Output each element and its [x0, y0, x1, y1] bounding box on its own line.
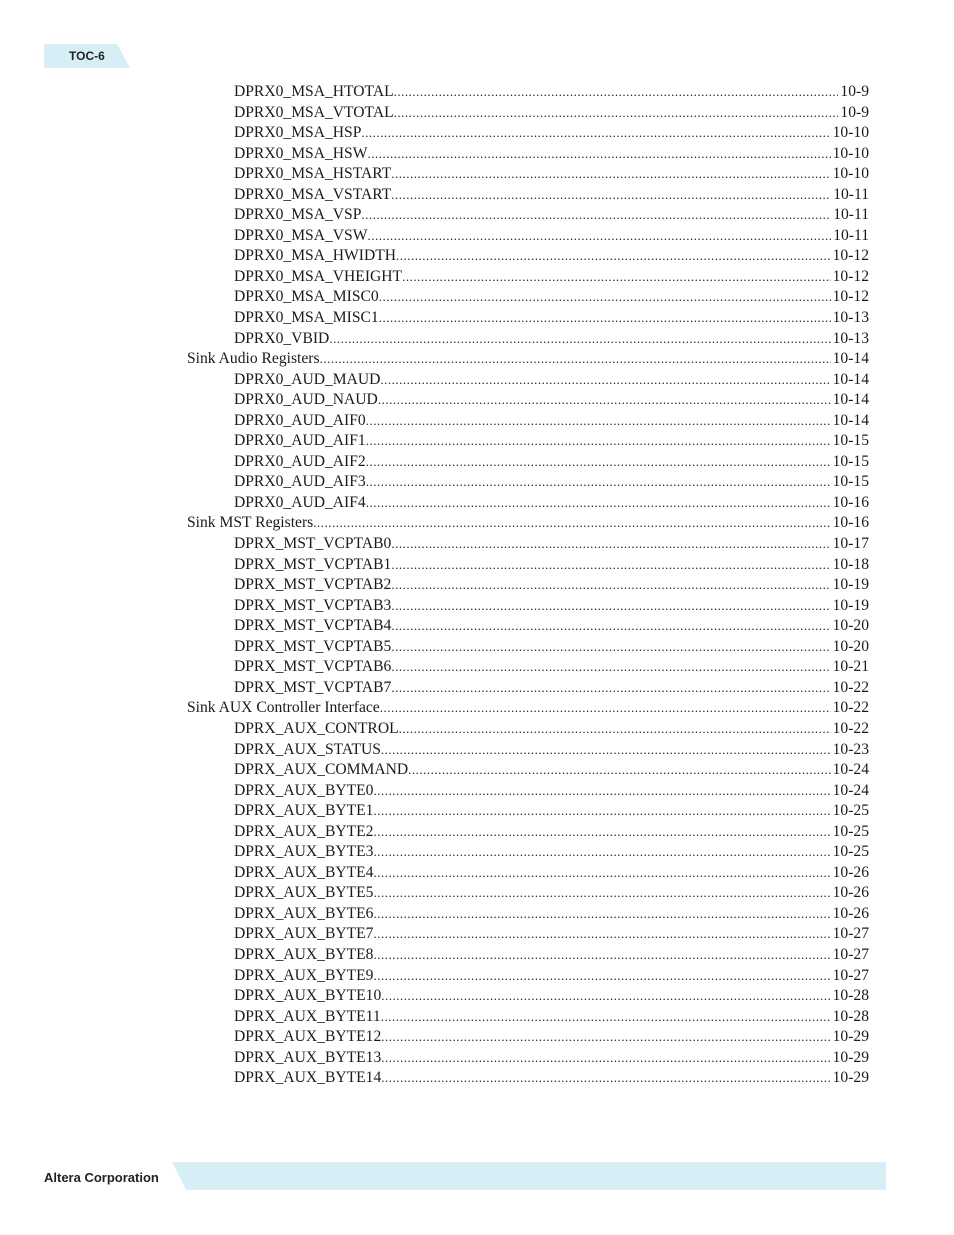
- toc-dot-leader: [366, 411, 831, 432]
- toc-entry-page: 10-14: [832, 391, 869, 409]
- toc-dot-leader: [391, 185, 831, 206]
- toc-entry-title: DPRX_AUX_BYTE0: [234, 781, 374, 799]
- toc-entry-page: 10-19: [832, 596, 869, 614]
- toc-entry[interactable]: [187, 144, 869, 165]
- toc-entry-title: DPRX0_AUD_AIF0: [234, 411, 366, 429]
- toc-entry-title: Sink AUX Controller Interface: [187, 699, 380, 717]
- toc-dot-leader: [373, 945, 830, 966]
- toc-entry[interactable]: [187, 390, 869, 411]
- toc-dot-leader: [402, 267, 831, 288]
- toc-page-label: TOC-6: [69, 49, 105, 63]
- toc-entry-page: 10-27: [832, 925, 869, 943]
- toc-entry-title: DPRX0_MSA_VSTART: [234, 185, 392, 203]
- toc-entry[interactable]: [187, 945, 869, 966]
- toc-entry[interactable]: [187, 781, 869, 802]
- toc-dot-leader: [381, 1027, 830, 1048]
- toc-entry[interactable]: [187, 349, 869, 370]
- toc-dot-leader: [367, 226, 831, 247]
- toc-dot-leader: [391, 678, 830, 699]
- toc-entry-title: DPRX_MST_VCPTAB2: [234, 576, 392, 594]
- toc-entry[interactable]: [187, 657, 869, 678]
- toc-dot-leader: [391, 575, 830, 596]
- toc-entry[interactable]: [187, 924, 869, 945]
- toc-entry[interactable]: [187, 123, 869, 144]
- toc-entry-title: DPRX0_VBID: [234, 329, 330, 347]
- toc-dot-leader: [366, 452, 831, 473]
- toc-entry[interactable]: [187, 308, 869, 329]
- toc-entry-page: 10-11: [833, 206, 869, 224]
- toc-entry[interactable]: [187, 822, 869, 843]
- toc-dot-leader: [380, 370, 830, 391]
- toc-entry-page: 10-13: [832, 329, 869, 347]
- toc-entry-page: 10-21: [832, 658, 869, 676]
- toc-entry-title: DPRX_MST_VCPTAB3: [234, 596, 392, 614]
- toc-dot-leader: [361, 123, 830, 144]
- toc-entry-page: 10-15: [832, 432, 869, 450]
- toc-dot-leader: [391, 164, 830, 185]
- toc-entry-page: 10-16: [832, 514, 869, 532]
- footer-company-name: Altera Corporation: [44, 1170, 159, 1185]
- toc-entry-title: DPRX0_MSA_HWIDTH: [234, 247, 397, 265]
- toc-entry[interactable]: [187, 205, 869, 226]
- toc-entry-title: DPRX0_AUD_AIF4: [234, 493, 366, 511]
- toc-dot-leader: [373, 924, 830, 945]
- toc-entry-title: DPRX_AUX_COMMAND: [234, 761, 409, 779]
- toc-entry-title: DPRX_AUX_BYTE2: [234, 822, 374, 840]
- toc-entry-title: DPRX0_MSA_HTOTAL: [234, 83, 394, 100]
- toc-entry-page: 10-28: [832, 1007, 869, 1025]
- toc-dot-leader: [379, 287, 831, 308]
- toc-list: [187, 82, 869, 1089]
- toc-entry-title: DPRX_AUX_BYTE12: [234, 1028, 382, 1046]
- toc-entry-title: DPRX0_AUD_MAUD: [234, 370, 381, 388]
- toc-dot-leader: [373, 781, 830, 802]
- toc-entry-page: 10-22: [832, 678, 869, 696]
- toc-entry-page: 10-18: [832, 555, 869, 573]
- toc-entry-title: Sink MST Registers: [187, 514, 314, 532]
- toc-entry[interactable]: [187, 534, 869, 555]
- toc-entry-title: DPRX_AUX_BYTE9: [234, 966, 374, 984]
- toc-entry[interactable]: [187, 863, 869, 884]
- toc-entry-title: DPRX_AUX_STATUS: [234, 740, 381, 758]
- toc-entry[interactable]: [187, 452, 869, 473]
- toc-dot-leader: [361, 205, 831, 226]
- toc-entry-page: 10-26: [832, 904, 869, 922]
- toc-entry-page: 10-19: [832, 576, 869, 594]
- toc-entry-page: 10-14: [832, 411, 869, 429]
- toc-dot-leader: [373, 883, 830, 904]
- toc-dot-leader: [381, 1007, 831, 1028]
- toc-entry[interactable]: [187, 616, 869, 637]
- toc-entry-page: 10-26: [832, 863, 869, 881]
- toc-entry[interactable]: [187, 698, 869, 719]
- toc-entry-page: 10-28: [832, 987, 869, 1005]
- toc-entry-title: DPRX_AUX_BYTE11: [234, 1007, 381, 1025]
- toc-entry-page: 10-15: [832, 452, 869, 470]
- toc-entry-title: DPRX0_AUD_AIF3: [234, 473, 366, 491]
- toc-dot-leader: [329, 329, 830, 350]
- toc-entry-page: 10-16: [832, 493, 869, 511]
- toc-entry[interactable]: [187, 904, 869, 925]
- footer-bar: [172, 1162, 886, 1190]
- toc-entry-title: DPRX_MST_VCPTAB7: [234, 678, 392, 696]
- toc-entry[interactable]: [187, 226, 869, 247]
- toc-dot-leader: [378, 390, 831, 411]
- toc-entry-page: 10-15: [832, 473, 869, 491]
- toc-entry-title: DPRX_AUX_BYTE4: [234, 863, 374, 881]
- toc-entry[interactable]: [187, 575, 869, 596]
- toc-dot-leader: [313, 513, 830, 534]
- toc-entry[interactable]: [187, 246, 869, 267]
- toc-entry-title: DPRX_AUX_BYTE14: [234, 1069, 382, 1087]
- toc-entry-title: DPRX0_MSA_HSTART: [234, 165, 392, 183]
- toc-dot-leader: [391, 637, 830, 658]
- toc-entry-title: DPRX0_AUD_AIF2: [234, 452, 366, 470]
- toc-entry-title: DPRX_AUX_BYTE8: [234, 945, 374, 963]
- toc-entry-page: 10-9: [840, 103, 869, 121]
- toc-entry[interactable]: [187, 82, 869, 103]
- toc-entry-page: 10-24: [832, 761, 869, 779]
- toc-dot-leader: [381, 1048, 830, 1069]
- toc-entry-title: DPRX_AUX_CONTROL: [234, 719, 399, 737]
- toc-dot-leader: [381, 986, 830, 1007]
- toc-entry-page: 10-20: [832, 637, 869, 655]
- toc-entry-page: 10-27: [832, 945, 869, 963]
- toc-entry-page: 10-22: [832, 699, 869, 717]
- toc-entry[interactable]: [187, 329, 869, 350]
- toc-entry-title: DPRX0_MSA_VSP: [234, 206, 362, 224]
- toc-entry-title: DPRX_MST_VCPTAB5: [234, 637, 392, 655]
- toc-entry-page: 10-10: [832, 124, 869, 142]
- toc-entry-page: 10-10: [832, 165, 869, 183]
- toc-dot-leader: [320, 349, 831, 370]
- toc-entry-title: DPRX0_AUD_NAUD: [234, 391, 378, 409]
- toc-dot-leader: [381, 1068, 830, 1089]
- toc-entry[interactable]: [187, 370, 869, 391]
- toc-page-tab: [44, 44, 130, 68]
- toc-dot-leader: [373, 966, 830, 987]
- toc-entry[interactable]: [187, 287, 869, 308]
- toc-entry-page: 10-12: [832, 267, 869, 285]
- toc-dot-leader: [373, 863, 830, 884]
- toc-entry-page: 10-10: [832, 144, 869, 162]
- toc-entry[interactable]: [187, 472, 869, 493]
- toc-entry-page: 10-29: [832, 1028, 869, 1046]
- toc-dot-leader: [380, 698, 831, 719]
- toc-entry-page: 10-24: [832, 781, 869, 799]
- toc-dot-leader: [391, 616, 830, 637]
- toc-entry-page: 10-11: [833, 185, 869, 203]
- toc-dot-leader: [366, 431, 831, 452]
- toc-entry[interactable]: [187, 986, 869, 1007]
- toc-entry[interactable]: [187, 740, 869, 761]
- toc-entry[interactable]: [187, 411, 869, 432]
- toc-entry[interactable]: [187, 596, 869, 617]
- toc-entry-page: 10-20: [832, 617, 869, 635]
- toc-entry[interactable]: [187, 555, 869, 576]
- toc-entry-title: DPRX_AUX_BYTE7: [234, 925, 374, 943]
- toc-dot-leader: [373, 801, 830, 822]
- toc-entry[interactable]: [187, 637, 869, 658]
- toc-entry-page: 10-23: [832, 740, 869, 758]
- toc-entry-page: 10-14: [832, 370, 869, 388]
- toc-entry-title: DPRX0_AUD_AIF1: [234, 432, 366, 450]
- toc-entry[interactable]: [187, 185, 869, 206]
- toc-entry-page: 10-25: [832, 822, 869, 840]
- toc-dot-leader: [396, 246, 831, 267]
- toc-dot-leader: [391, 596, 830, 617]
- toc-entry-title: DPRX0_MSA_VSW: [234, 226, 368, 244]
- toc-entry-title: DPRX0_MSA_MISC0: [234, 288, 379, 306]
- toc-dot-leader: [379, 308, 831, 329]
- toc-entry-page: 10-13: [832, 309, 869, 327]
- toc-entry[interactable]: [187, 966, 869, 987]
- toc-entry-title: DPRX_MST_VCPTAB1: [234, 555, 392, 573]
- toc-entry-title: DPRX_MST_VCPTAB4: [234, 617, 392, 635]
- toc-dot-leader: [408, 760, 830, 781]
- toc-entry-page: 10-25: [832, 843, 869, 861]
- toc-dot-leader: [366, 493, 831, 514]
- toc-entry[interactable]: [187, 513, 869, 534]
- toc-dot-leader: [373, 842, 830, 863]
- toc-dot-leader: [394, 103, 839, 124]
- toc-entry-title: DPRX_AUX_BYTE13: [234, 1048, 382, 1066]
- toc-entry[interactable]: [187, 719, 869, 740]
- toc-entry-page: 10-22: [832, 719, 869, 737]
- toc-entry[interactable]: [187, 678, 869, 699]
- toc-dot-leader: [373, 822, 830, 843]
- toc-entry[interactable]: [187, 164, 869, 185]
- toc-dot-leader: [367, 144, 830, 165]
- toc-entry-page: 10-29: [832, 1048, 869, 1066]
- toc-entry[interactable]: [187, 1007, 869, 1028]
- toc-entry[interactable]: [187, 1027, 869, 1048]
- toc-entry-title: DPRX0_MSA_MISC1: [234, 309, 379, 327]
- toc-entry-title: DPRX_AUX_BYTE3: [234, 843, 374, 861]
- toc-entry-page: 10-27: [832, 966, 869, 984]
- toc-entry-page: 10-11: [833, 226, 869, 244]
- toc-entry-title: DPRX0_MSA_VTOTAL: [234, 103, 394, 121]
- toc-entry-page: 10-12: [832, 288, 869, 306]
- toc-dot-leader: [394, 82, 839, 103]
- toc-entry-title: DPRX_MST_VCPTAB0: [234, 535, 392, 553]
- toc-entry[interactable]: [187, 842, 869, 863]
- toc-dot-leader: [391, 555, 830, 576]
- toc-entry-title: DPRX0_MSA_HSW: [234, 144, 368, 162]
- toc-entry[interactable]: [187, 883, 869, 904]
- toc-entry[interactable]: [187, 760, 869, 781]
- toc-entry-title: DPRX0_MSA_VHEIGHT: [234, 267, 403, 285]
- toc-dot-leader: [373, 904, 830, 925]
- toc-entry[interactable]: [187, 103, 869, 124]
- toc-dot-leader: [366, 472, 831, 493]
- toc-entry-title: DPRX_AUX_BYTE10: [234, 987, 382, 1005]
- toc-entry-title: DPRX0_MSA_HSP: [234, 124, 362, 142]
- toc-entry-title: DPRX_AUX_BYTE5: [234, 884, 374, 902]
- toc-entry-title: DPRX_MST_VCPTAB6: [234, 658, 392, 676]
- toc-entry[interactable]: [187, 1068, 869, 1089]
- toc-dot-leader: [381, 740, 831, 761]
- toc-entry[interactable]: [187, 431, 869, 452]
- toc-entry-page: 10-9: [840, 83, 869, 100]
- toc-entry[interactable]: [187, 267, 869, 288]
- toc-entry-title: DPRX_AUX_BYTE6: [234, 904, 374, 922]
- toc-entry-page: 10-26: [832, 884, 869, 902]
- toc-entry-page: 10-14: [832, 350, 869, 368]
- toc-entry[interactable]: [187, 1048, 869, 1069]
- toc-entry-title: Sink Audio Registers: [187, 350, 320, 368]
- toc-entry[interactable]: [187, 493, 869, 514]
- toc-entry-title: DPRX_AUX_BYTE1: [234, 802, 374, 820]
- toc-entry-page: 10-29: [832, 1069, 869, 1087]
- toc-entry-page: 10-17: [832, 535, 869, 553]
- toc-entry[interactable]: [187, 801, 869, 822]
- toc-dot-leader: [391, 534, 830, 555]
- toc-entry-page: 10-12: [832, 247, 869, 265]
- toc-dot-leader: [399, 719, 831, 740]
- toc-entry-page: 10-25: [832, 802, 869, 820]
- toc-dot-leader: [391, 657, 830, 678]
